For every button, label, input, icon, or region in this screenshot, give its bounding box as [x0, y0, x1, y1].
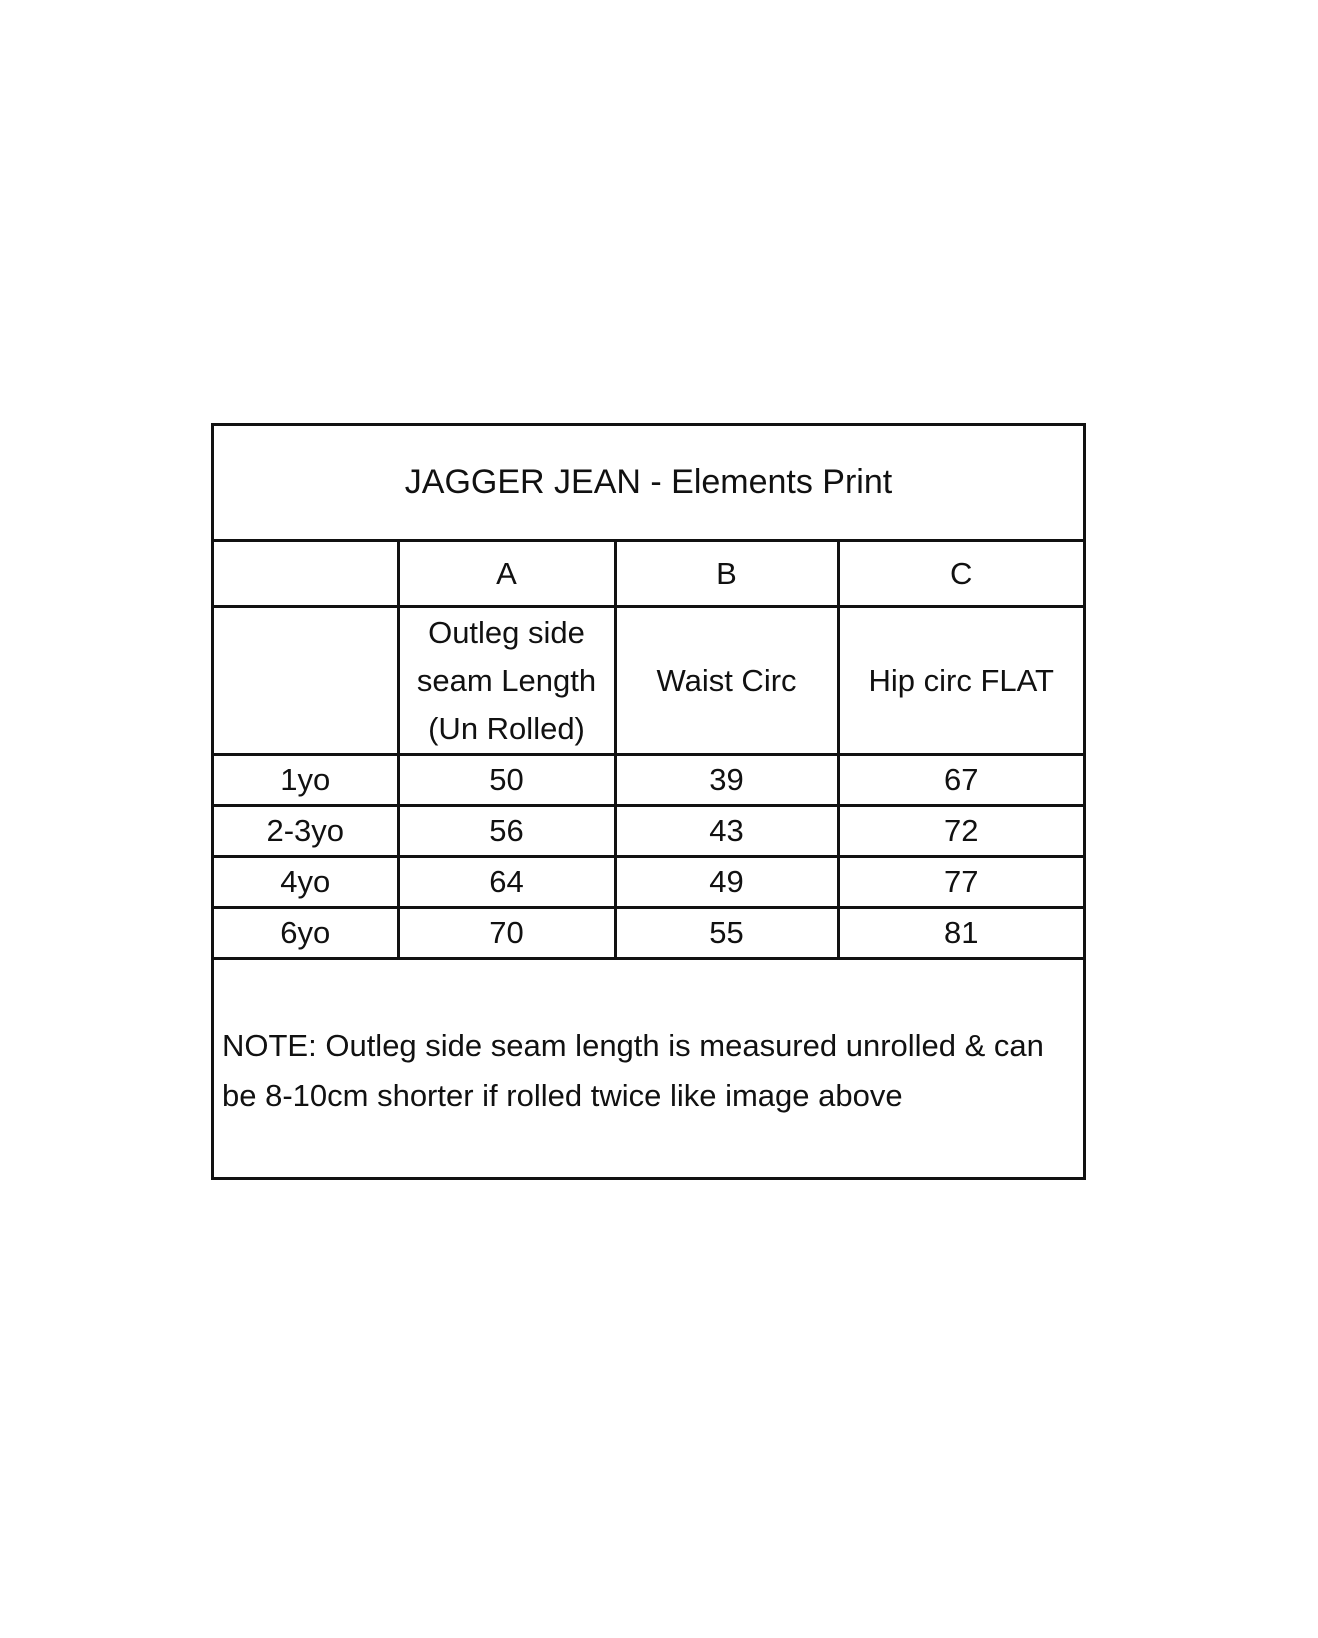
size-label: 2-3yo [214, 806, 398, 857]
measurement-cell: 67 [838, 755, 1083, 806]
description-line: (Un Rolled) [428, 710, 585, 746]
column-description [398, 607, 615, 755]
note-line: NOTE: Outleg side seam length is measured unrolled & can [222, 1028, 1044, 1063]
size-table [214, 539, 1083, 960]
description-line: Outleg side [428, 614, 585, 650]
chart-title: JAGGER JEAN - Elements Print [404, 463, 893, 501]
column-description [838, 607, 1083, 755]
measurement-note [222, 1021, 1072, 1121]
measurement-cell: 64 [398, 857, 615, 908]
empty-header-cell [214, 541, 398, 607]
size-chart [211, 423, 1086, 1180]
measurement-cell: 55 [615, 908, 838, 959]
column-letter: A [398, 541, 615, 607]
measurement-cell: 50 [398, 755, 615, 806]
note-line: be 8-10cm shorter if rolled twice like image above [222, 1078, 903, 1113]
column-description-row [214, 607, 1083, 755]
column-description [615, 607, 838, 755]
measurement-cell: 72 [838, 806, 1083, 857]
size-label: 6yo [214, 908, 398, 959]
table-row [214, 857, 1083, 908]
measurement-cell: 70 [398, 908, 615, 959]
measurement-cell: 81 [838, 908, 1083, 959]
description-line: Hip circ FLAT [868, 662, 1054, 698]
description-line: seam Length [416, 662, 597, 698]
measurement-cell: 56 [398, 806, 615, 857]
measurement-cell: 39 [615, 755, 838, 806]
table-row [214, 755, 1083, 806]
description-line: Waist Circ [656, 662, 797, 698]
column-letter: B [615, 541, 838, 607]
size-label: 1yo [214, 755, 398, 806]
table-row [214, 806, 1083, 857]
size-label: 4yo [214, 857, 398, 908]
measurement-cell: 43 [615, 806, 838, 857]
table-row [214, 908, 1083, 959]
measurement-cell: 77 [838, 857, 1083, 908]
measurement-cell: 49 [615, 857, 838, 908]
empty-header-cell [214, 607, 398, 755]
column-letter: C [838, 541, 1083, 607]
column-letter-row [214, 541, 1083, 607]
